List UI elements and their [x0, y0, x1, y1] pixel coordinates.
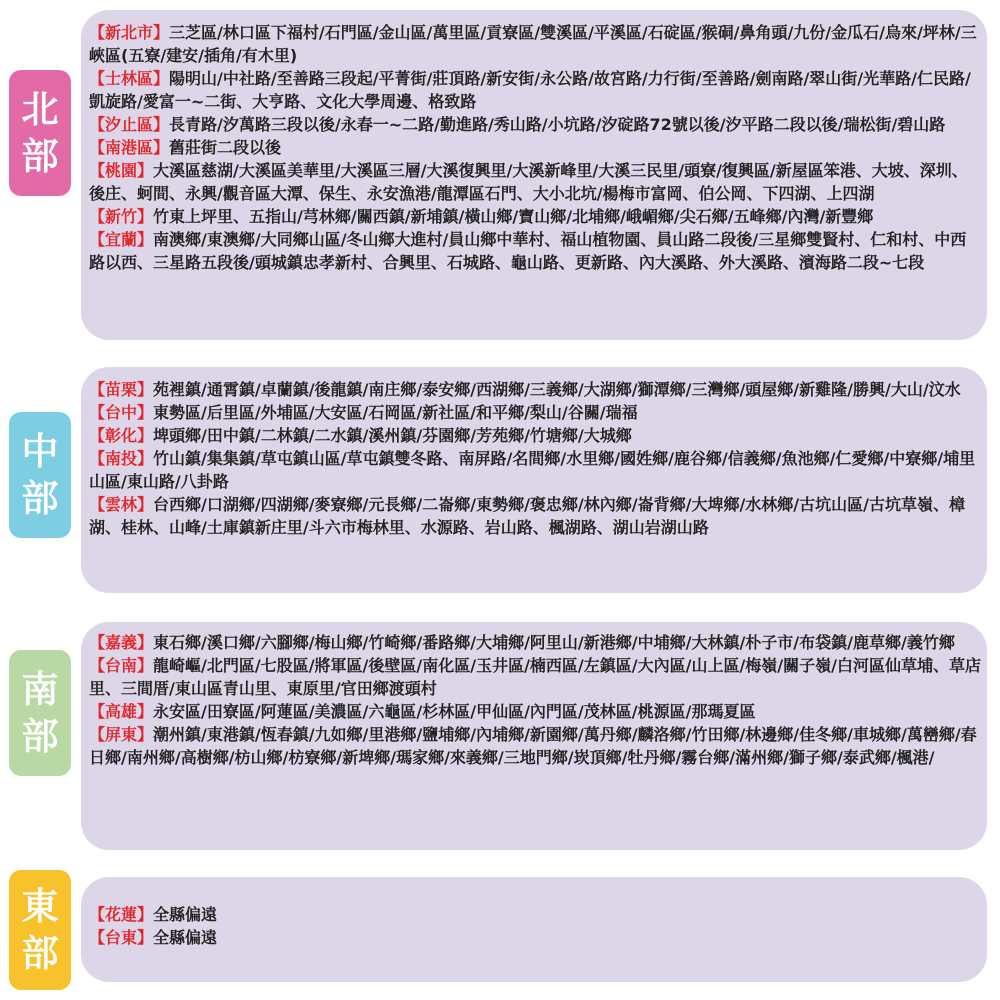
area-entry [89, 723, 981, 769]
area-entry [89, 700, 981, 723]
area-list: 大溪區慈湖/大溪區美華里/大溪區三層/大溪復興里/大溪新峰里/大溪三民里/頭寮/復興區/新屋區笨港、大坡、深圳、後庄、蚵間、永興/觀音區大潭、保生、永安漁港/龍潭區石門、大小北坑/楊梅市富岡、伯公岡、下四湖、上四湖 [89, 161, 968, 203]
area-list: 永安區/田寮區/阿蓮區/美濃區/六龜區/杉林區/甲仙區/內門區/茂林區/桃源區/那瑪夏區 [153, 702, 756, 721]
area-list: 潮州鎮/東港鎮/恆春鎮/九如鄉/里港鄉/鹽埔鄉/內埔鄉/新園鄉/萬丹鄉/麟洛鄉/竹田鄉/林邊鄉/佳冬鄉/車城鄉/萬巒鄉/春日鄉/南州鄉/高樹鄉/枋山鄉/枋寮鄉/新埤鄉/瑪家鄉/來義鄉/三地門鄉/崁頂鄉/牡丹鄉/霧台鄉/滿州鄉/獅子鄉/泰武鄉/楓港/ [89, 725, 977, 767]
area-list: 龍崎嶇/北門區/七股區/將軍區/後壁區/南化區/玉井區/楠西區/左鎮區/大內區/山上區/梅嶺/關子嶺/白河區仙草埔、草店里、三間厝/東山區青山里、東原里/官田鄉渡頭村 [89, 656, 981, 698]
county-tag: 【花蓮】 [89, 905, 154, 924]
area-list: 三芝區/林口區下福村/石門區/金山區/萬里區/貢寮區/雙溪區/平溪區/石碇區/猴硐/鼻角頭/九份/金瓜石/烏來/坪林/三峽區(五寮/建安/插角/有木里) [89, 23, 977, 65]
region-label-char: 北 [21, 87, 59, 131]
county-tag: 【屏東】 [89, 725, 154, 744]
area-list: 長青路/汐萬路三段以後/永春一~二路/勤進路/秀山路/小坑路/汐碇路72號以後/汐平路二段以後/瑞松街/碧山路 [169, 115, 946, 134]
region-label-char: 東 [21, 884, 59, 928]
region-panel-east [81, 877, 987, 982]
area-list: 南澳鄉/東澳鄉/大同鄉山區/冬山鄉大進村/員山鄉中華村、福山植物園、員山路二段後/三星鄉雙賢村、仁和村、中西路以西、三星路五段後/頭城鎮忠孝新村、合興里、石城路、龜山路、更新路、內大溪路、外大溪路、濱海路二段~七段 [89, 230, 967, 272]
area-entry [89, 401, 981, 424]
area-list: 舊莊街二段以後 [169, 138, 282, 157]
region-label-char: 部 [21, 477, 59, 520]
region-label-north [9, 70, 71, 196]
region-label-char: 南 [21, 667, 59, 711]
area-list: 苑裡鎮/通霄鎮/卓蘭鎮/後龍鎮/南庄鄉/泰安鄉/西湖鄉/三義鄉/大湖鄉/獅潭鄉/三灣鄉/頭屋鄉/新雞隆/勝興/大山/汶水 [153, 380, 961, 399]
region-panel-south [81, 622, 987, 850]
county-tag: 【士林區】 [89, 69, 170, 88]
county-tag: 【嘉義】 [89, 633, 154, 652]
county-tag: 【高雄】 [89, 702, 154, 721]
county-tag: 【宜蘭】 [89, 230, 154, 249]
area-entry [89, 136, 981, 159]
area-list: 陽明山/中社路/至善路三段起/平菁街/莊頂路/新安街/永公路/故宮路/力行街/至善路/劍南路/翠山街/光華路/仁民路/凱旋路/愛富一~二街、大亨路、文化大學周邊、格致路 [89, 69, 971, 111]
area-entry [89, 903, 981, 926]
region-label-char: 部 [21, 715, 59, 758]
region-label-char: 中 [21, 429, 59, 473]
region-label-central [9, 412, 71, 538]
region-label-char: 部 [21, 135, 59, 178]
area-list: 東石鄉/溪口鄉/六腳鄉/梅山鄉/竹崎鄉/番路鄉/大埔鄉/阿里山/新港鄉/中埔鄉/大林鎮/朴子市/布袋鎮/鹿草鄉/義竹鄉 [153, 633, 955, 652]
region-panel-central [81, 367, 987, 593]
area-entry [89, 493, 981, 539]
area-list: 台西鄉/口湖鄉/四湖鄉/麥寮鄉/元長鄉/二崙鄉/東勢鄉/褒忠鄉/林內鄉/崙背鄉/大埤鄉/水林鄉/古坑山區/古坑草嶺、樟湖、桂林、山峰/土庫鎮新庄里/斗六市梅林里、水源路、岩山路、楓湖路、湖山岩湖山路 [89, 495, 965, 537]
county-tag: 【雲林】 [89, 495, 154, 514]
county-tag: 【苗栗】 [89, 380, 154, 399]
area-entry [89, 378, 981, 401]
area-entry [89, 228, 981, 274]
county-tag: 【台中】 [89, 403, 154, 422]
area-entry [89, 631, 981, 654]
area-entry [89, 205, 981, 228]
region-label-south [9, 650, 71, 776]
county-tag: 【台東】 [89, 928, 154, 947]
area-entry [89, 21, 981, 67]
area-entry [89, 67, 981, 113]
county-tag: 【汐止區】 [89, 115, 170, 134]
area-entry [89, 926, 981, 949]
county-tag: 【新北市】 [89, 23, 170, 42]
area-list: 全縣偏遠 [153, 928, 218, 947]
county-tag: 【彰化】 [89, 426, 154, 445]
area-entry [89, 654, 981, 700]
county-tag: 【桃園】 [89, 161, 154, 180]
county-tag: 【南港區】 [89, 138, 170, 157]
area-list: 埤頭鄉/田中鎮/二林鎮/二水鎮/溪州鎮/芬園鄉/芳苑鄉/竹塘鄉/大城鄉 [153, 426, 632, 445]
area-entry [89, 113, 981, 136]
area-entry [89, 424, 981, 447]
region-panel-north [81, 10, 987, 340]
county-tag: 【新竹】 [89, 207, 154, 226]
area-entry [89, 159, 981, 205]
area-list: 竹山鎮/集集鎮/草屯鎮山區/草屯鎮雙冬路、南屏路/名間鄉/水里鄉/國姓鄉/鹿谷鄉/信義鄉/魚池鄉/仁愛鄉/中寮鄉/埔里山區/東山路/八卦路 [89, 449, 976, 491]
area-entry [89, 447, 981, 493]
county-tag: 【台南】 [89, 656, 154, 675]
area-list: 全縣偏遠 [153, 905, 218, 924]
county-tag: 【南投】 [89, 449, 154, 468]
region-label-east [9, 870, 71, 990]
area-list: 竹東上坪里、五指山/芎林鄉/關西鎮/新埔鎮/橫山鄉/寶山鄉/北埔鄉/峨嵋鄉/尖石鄉/五峰鄉/內灣/新豐鄉 [153, 207, 874, 226]
region-label-char: 部 [21, 932, 59, 975]
area-list: 東勢區/后里區/外埔區/大安區/石岡區/新社區/和平鄉/梨山/谷關/瑞福 [153, 403, 638, 422]
